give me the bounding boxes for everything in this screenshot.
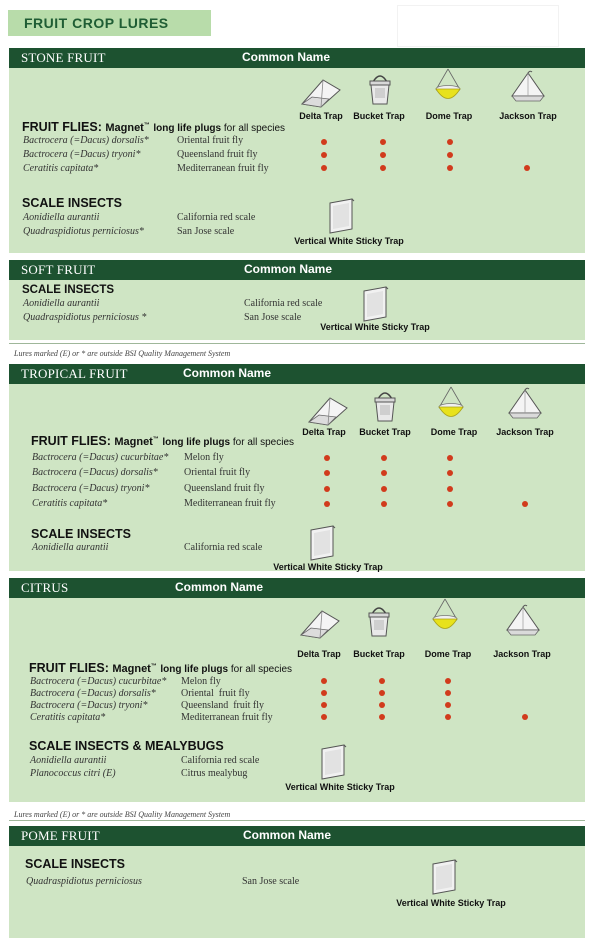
species-name: Planococcus citri (E) (30, 768, 116, 779)
section-title: CITRUS (21, 580, 69, 595)
section-header (9, 826, 585, 846)
scale-insects-heading: SCALE INSECTS (22, 284, 115, 296)
suitable-dot (445, 690, 451, 696)
species-name: Bactrocera (=Dacus) tryoni* (23, 149, 141, 160)
common-name: California red scale (244, 298, 323, 309)
section-stone-fruit (9, 48, 585, 253)
species-name: Ceratitis capitata* (30, 712, 106, 723)
common-name: Mediterranean fruit fly (177, 163, 269, 174)
suitable-dot (381, 470, 387, 476)
scale-insects-heading: SCALE INSECTS (22, 196, 123, 210)
suitable-dot (379, 714, 385, 720)
dome-trap-icon (429, 598, 461, 638)
suitable-dot (321, 678, 327, 684)
suitable-dot (381, 486, 387, 492)
species-name: Bactrocera (=Dacus) cucurbitae* (32, 452, 169, 463)
fruit-flies-heading: FRUIT FLIES: Magnet™ long life plugs for all species (29, 661, 293, 675)
sticky-trap-label: Vertical White Sticky Trap (396, 898, 506, 908)
scale-insects-heading: SCALE INSECTS (31, 527, 132, 541)
common-name: Oriental fruit fly (181, 688, 250, 699)
common-name: Citrus mealybug (181, 768, 248, 779)
suitable-dot (447, 139, 453, 145)
species-name: Quadraspidiotus perniciosus * (23, 312, 147, 323)
species-name: Bactrocera (=Dacus) dorsalis* (30, 688, 156, 699)
section-tropical-fruit (9, 364, 585, 571)
suitable-dot (522, 501, 528, 507)
dome-trap-label: Dome Trap (424, 649, 472, 659)
suitable-dot (380, 165, 386, 171)
page-title: FRUIT CROP LURES (8, 10, 211, 36)
divider (9, 343, 585, 344)
jackson-trap-label: Jackson Trap (493, 649, 551, 659)
sticky-trap-label: Vertical White Sticky Trap (273, 562, 383, 572)
suitable-dot (321, 165, 327, 171)
jackson-trap-icon (503, 604, 543, 638)
species-name: Ceratitis capitata* (32, 498, 108, 509)
sticky-trap-icon (326, 198, 356, 234)
jackson-trap-icon (508, 70, 548, 104)
section-header (9, 48, 585, 68)
common-name: Queensland fruit fly (181, 700, 265, 711)
species-name: Quadraspidiotus perniciosus* (23, 226, 144, 237)
common-name: Oriental fruit fly (184, 467, 251, 478)
species-name: Bactrocera (=Dacus) tryoni* (32, 483, 150, 494)
divider (9, 820, 585, 821)
species-name: Aonidiella aurantii (23, 212, 100, 223)
suitable-dot (321, 702, 327, 708)
sticky-trap-label: Vertical White Sticky Trap (294, 236, 404, 246)
section-header (9, 578, 585, 598)
suitable-dot (321, 139, 327, 145)
suitable-dot (447, 152, 453, 158)
suitable-dot (524, 165, 530, 171)
suitable-dot (447, 470, 453, 476)
delta-trap-icon (299, 77, 343, 109)
species-name: Bactrocera (=Dacus) tryoni* (30, 700, 148, 711)
common-name: Queensland fruit fly (184, 483, 265, 494)
jackson-trap-label: Jackson Trap (496, 427, 554, 437)
suitable-dot (445, 714, 451, 720)
delta-trap-icon (306, 395, 350, 427)
dome-trap-icon (435, 386, 467, 426)
delta-trap-label: Delta Trap (297, 649, 341, 659)
section-header (9, 260, 585, 280)
sticky-trap-icon (318, 744, 348, 780)
species-name: Aonidiella aurantii (32, 542, 109, 553)
common-name-heading: Common Name (242, 50, 331, 64)
delta-trap-label: Delta Trap (302, 427, 346, 437)
sticky-trap-icon (429, 859, 459, 895)
suitable-dot (379, 678, 385, 684)
common-name: Melon fly (181, 676, 221, 687)
suitable-dot (381, 455, 387, 461)
common-name: California red scale (184, 542, 263, 553)
suitable-dot (321, 690, 327, 696)
common-name: San Jose scale (177, 226, 235, 237)
scale-insects-heading: SCALE INSECTS (25, 857, 126, 871)
suitable-dot (321, 714, 327, 720)
section-title: STONE FRUIT (21, 50, 106, 65)
footnote: Lures marked (E) or * are outside BSI Quality Management System (14, 349, 231, 358)
common-name: San Jose scale (242, 876, 300, 887)
common-name: San Jose scale (244, 312, 302, 323)
bucket-trap-label: Bucket Trap (359, 427, 411, 437)
sticky-trap-label: Vertical White Sticky Trap (285, 782, 395, 792)
delta-trap-icon (298, 608, 342, 640)
section-title: POME FRUIT (21, 828, 100, 843)
suitable-dot (380, 139, 386, 145)
common-name: Oriental fruit fly (177, 135, 244, 146)
suitable-dot (324, 501, 330, 507)
fruit-flies-heading: FRUIT FLIES: Magnet™ long life plugs for all species (22, 120, 286, 134)
suitable-dot (379, 690, 385, 696)
bucket-trap-icon (364, 602, 394, 638)
suitable-dot (380, 152, 386, 158)
section-pome-fruit (9, 826, 585, 938)
footnote: Lures marked (E) or * are outside BSI Quality Management System (14, 810, 231, 819)
section-title: SOFT FRUIT (21, 262, 96, 277)
suitable-dot (379, 702, 385, 708)
suitable-dot (522, 714, 528, 720)
scale-insects-heading: SCALE INSECTS & MEALYBUGS (29, 739, 224, 753)
species-name: Bactrocera (=Dacus) dorsalis* (23, 135, 149, 146)
fruit-flies-heading: FRUIT FLIES: Magnet™ long life plugs for all species (31, 434, 295, 448)
section-soft-fruit (9, 260, 585, 340)
sticky-trap-label: Vertical White Sticky Trap (320, 322, 430, 332)
suitable-dot (381, 501, 387, 507)
common-name: Melon fly (184, 452, 224, 463)
sticky-trap-icon (307, 525, 337, 561)
sticky-trap-icon (360, 286, 390, 322)
suitable-dot (324, 455, 330, 461)
bucket-trap-icon (370, 387, 400, 423)
suitable-dot (445, 702, 451, 708)
suitable-dot (447, 455, 453, 461)
suitable-dot (447, 486, 453, 492)
dome-trap-label: Dome Trap (425, 111, 473, 121)
species-name: Ceratitis capitata* (23, 163, 99, 174)
species-name: Aonidiella aurantii (30, 755, 107, 766)
bucket-trap-label: Bucket Trap (353, 649, 405, 659)
common-name: Mediterranean fruit fly (181, 712, 273, 723)
jackson-trap-label: Jackson Trap (499, 111, 557, 121)
species-name: Aonidiella aurantii (23, 298, 100, 309)
species-name: Bactrocera (=Dacus) cucurbitae* (30, 676, 167, 687)
common-name: California red scale (181, 755, 260, 766)
jackson-trap-icon (505, 387, 545, 421)
suitable-dot (447, 165, 453, 171)
suitable-dot (324, 470, 330, 476)
dome-trap-label: Dome Trap (430, 427, 478, 437)
bucket-trap-icon (365, 70, 395, 106)
common-name: Queensland fruit fly (177, 149, 258, 160)
suitable-dot (447, 501, 453, 507)
section-header (9, 364, 585, 384)
common-name-heading: Common Name (183, 366, 272, 380)
delta-trap-label: Delta Trap (299, 111, 343, 121)
common-name: Mediterranean fruit fly (184, 498, 276, 509)
species-name: Quadraspidiotus perniciosus (26, 876, 142, 887)
common-name-heading: Common Name (175, 580, 264, 594)
suitable-dot (324, 486, 330, 492)
dome-trap-icon (432, 68, 464, 108)
common-name: California red scale (177, 212, 256, 223)
suitable-dot (445, 678, 451, 684)
section-citrus (9, 578, 585, 802)
blank-label-area (397, 5, 559, 47)
common-name-heading: Common Name (244, 262, 333, 276)
section-title: TROPICAL FRUIT (21, 366, 128, 381)
suitable-dot (321, 152, 327, 158)
common-name-heading: Common Name (243, 828, 332, 842)
bucket-trap-label: Bucket Trap (353, 111, 405, 121)
species-name: Bactrocera (=Dacus) dorsalis* (32, 467, 158, 478)
